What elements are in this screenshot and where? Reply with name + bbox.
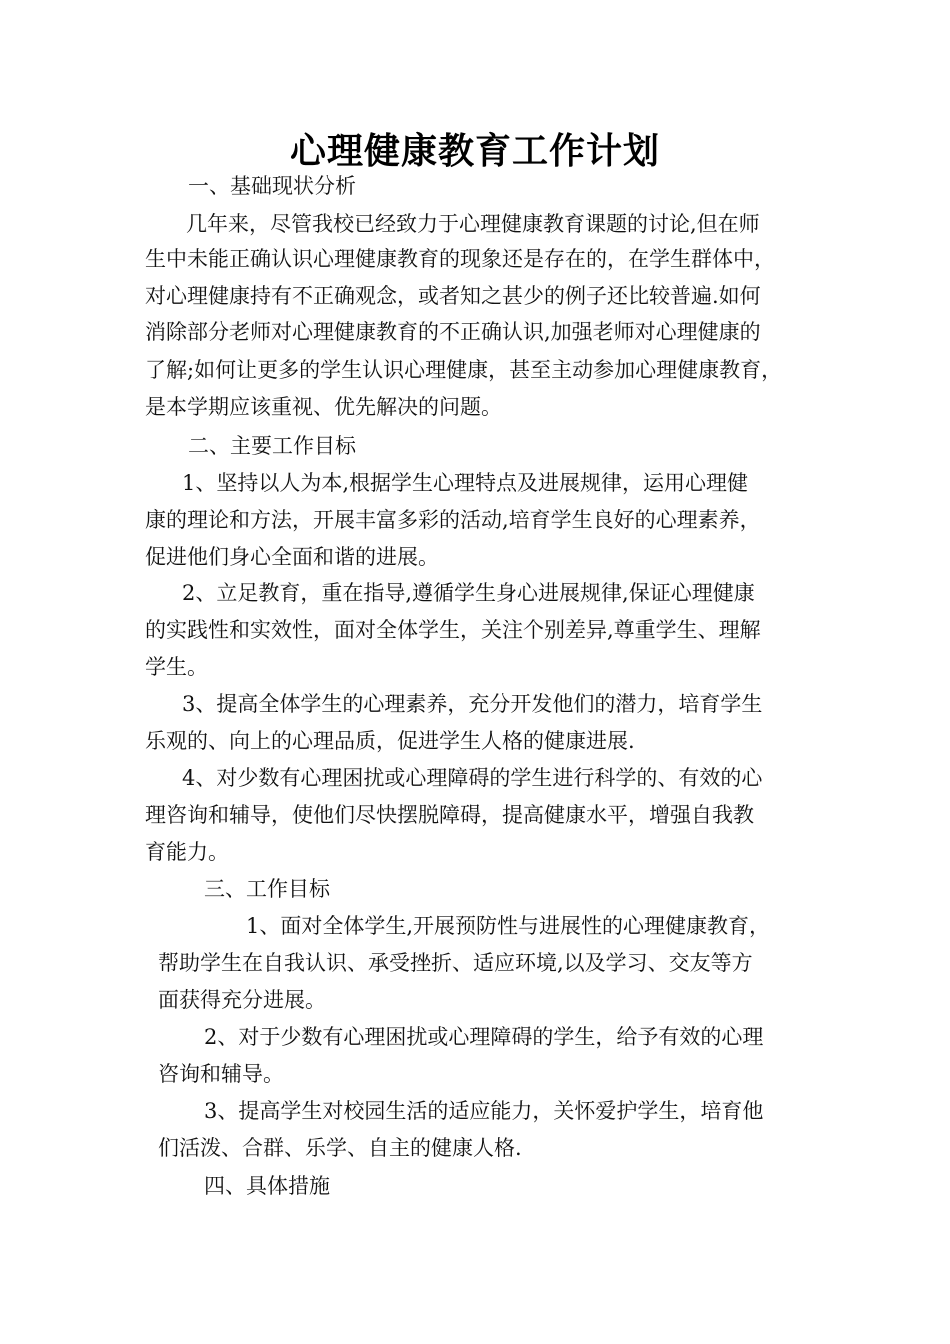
paragraph-line: 2、立足教育，重在指导,遵循学生身心进展规律,保证心理健康 <box>182 581 755 605</box>
paragraph-line: 几年来，尽管我校已经致力于心理健康教育课题的讨论,但在师 <box>186 212 760 236</box>
paragraph-line: 1、面对全体学生,开展预防性与进展性的心理健康教育， <box>246 914 771 938</box>
paragraph-line: 3、提高全体学生的心理素养，充分开发他们的潜力，培育学生 <box>182 692 763 716</box>
paragraph-line: 3、提高学生对校园生活的适应能力，关怀爱护学生，培育他 <box>204 1099 764 1123</box>
paragraph-line: 理咨询和辅导，使他们尽快摆脱障碍，提高健康水平，增强自我教 <box>145 803 754 827</box>
heading-main-goals: 二、主要工作目标 <box>188 434 356 458</box>
paragraph-line: 帮助学生在自我认识、承受挫折、适应环境,以及学习、交友等方 <box>158 951 753 975</box>
paragraph-line: 咨询和辅导。 <box>158 1062 284 1086</box>
heading-basic-status: 一、基础现状分析 <box>188 174 356 198</box>
paragraph-line: 学生。 <box>145 655 208 679</box>
paragraph-line: 生中未能正确认识心理健康教育的现象还是存在的，在学生群体中， <box>145 247 775 271</box>
paragraph-line: 育能力。 <box>145 840 229 864</box>
heading-work-goals: 三、工作目标 <box>204 877 330 901</box>
paragraph-line: 2、对于少数有心理困扰或心理障碍的学生，给予有效的心理 <box>204 1025 764 1049</box>
paragraph-line: 4、对少数有心理困扰或心理障碍的学生进行科学的、有效的心 <box>182 766 763 790</box>
paragraph-line: 1、坚持以人为本,根据学生心理特点及进展规律，运用心理健 <box>182 471 749 495</box>
heading-specific-measures: 四、具体措施 <box>204 1174 330 1198</box>
paragraph-line: 了解;如何让更多的学生认识心理健康，甚至主动参加心理健康教育， <box>145 358 783 382</box>
paragraph-line: 乐观的、向上的心理品质，促进学生人格的健康进展. <box>145 729 635 753</box>
paragraph-line: 是本学期应该重视、优先解决的问题。 <box>145 395 502 419</box>
paragraph-line: 的实践性和实效性，面对全体学生，关注个别差异,尊重学生、理解 <box>145 618 761 642</box>
paragraph-line: 对心理健康持有不正确观念，或者知之甚少的例子还比较普遍.如何 <box>145 284 761 308</box>
document-title: 心理健康教育工作计划 <box>289 131 660 172</box>
paragraph-line: 促进他们身心全面和谐的进展。 <box>145 545 439 569</box>
paragraph-line: 消除部分老师对心理健康教育的不正确认识,加强老师对心理健康的 <box>145 320 761 344</box>
paragraph-line: 面获得充分进展。 <box>158 988 326 1012</box>
paragraph-line: 们活泼、合群、乐学、自主的健康人格. <box>158 1136 522 1160</box>
paragraph-line: 康的理论和方法，开展丰富多彩的活动,培育学生良好的心理素养， <box>145 508 761 532</box>
